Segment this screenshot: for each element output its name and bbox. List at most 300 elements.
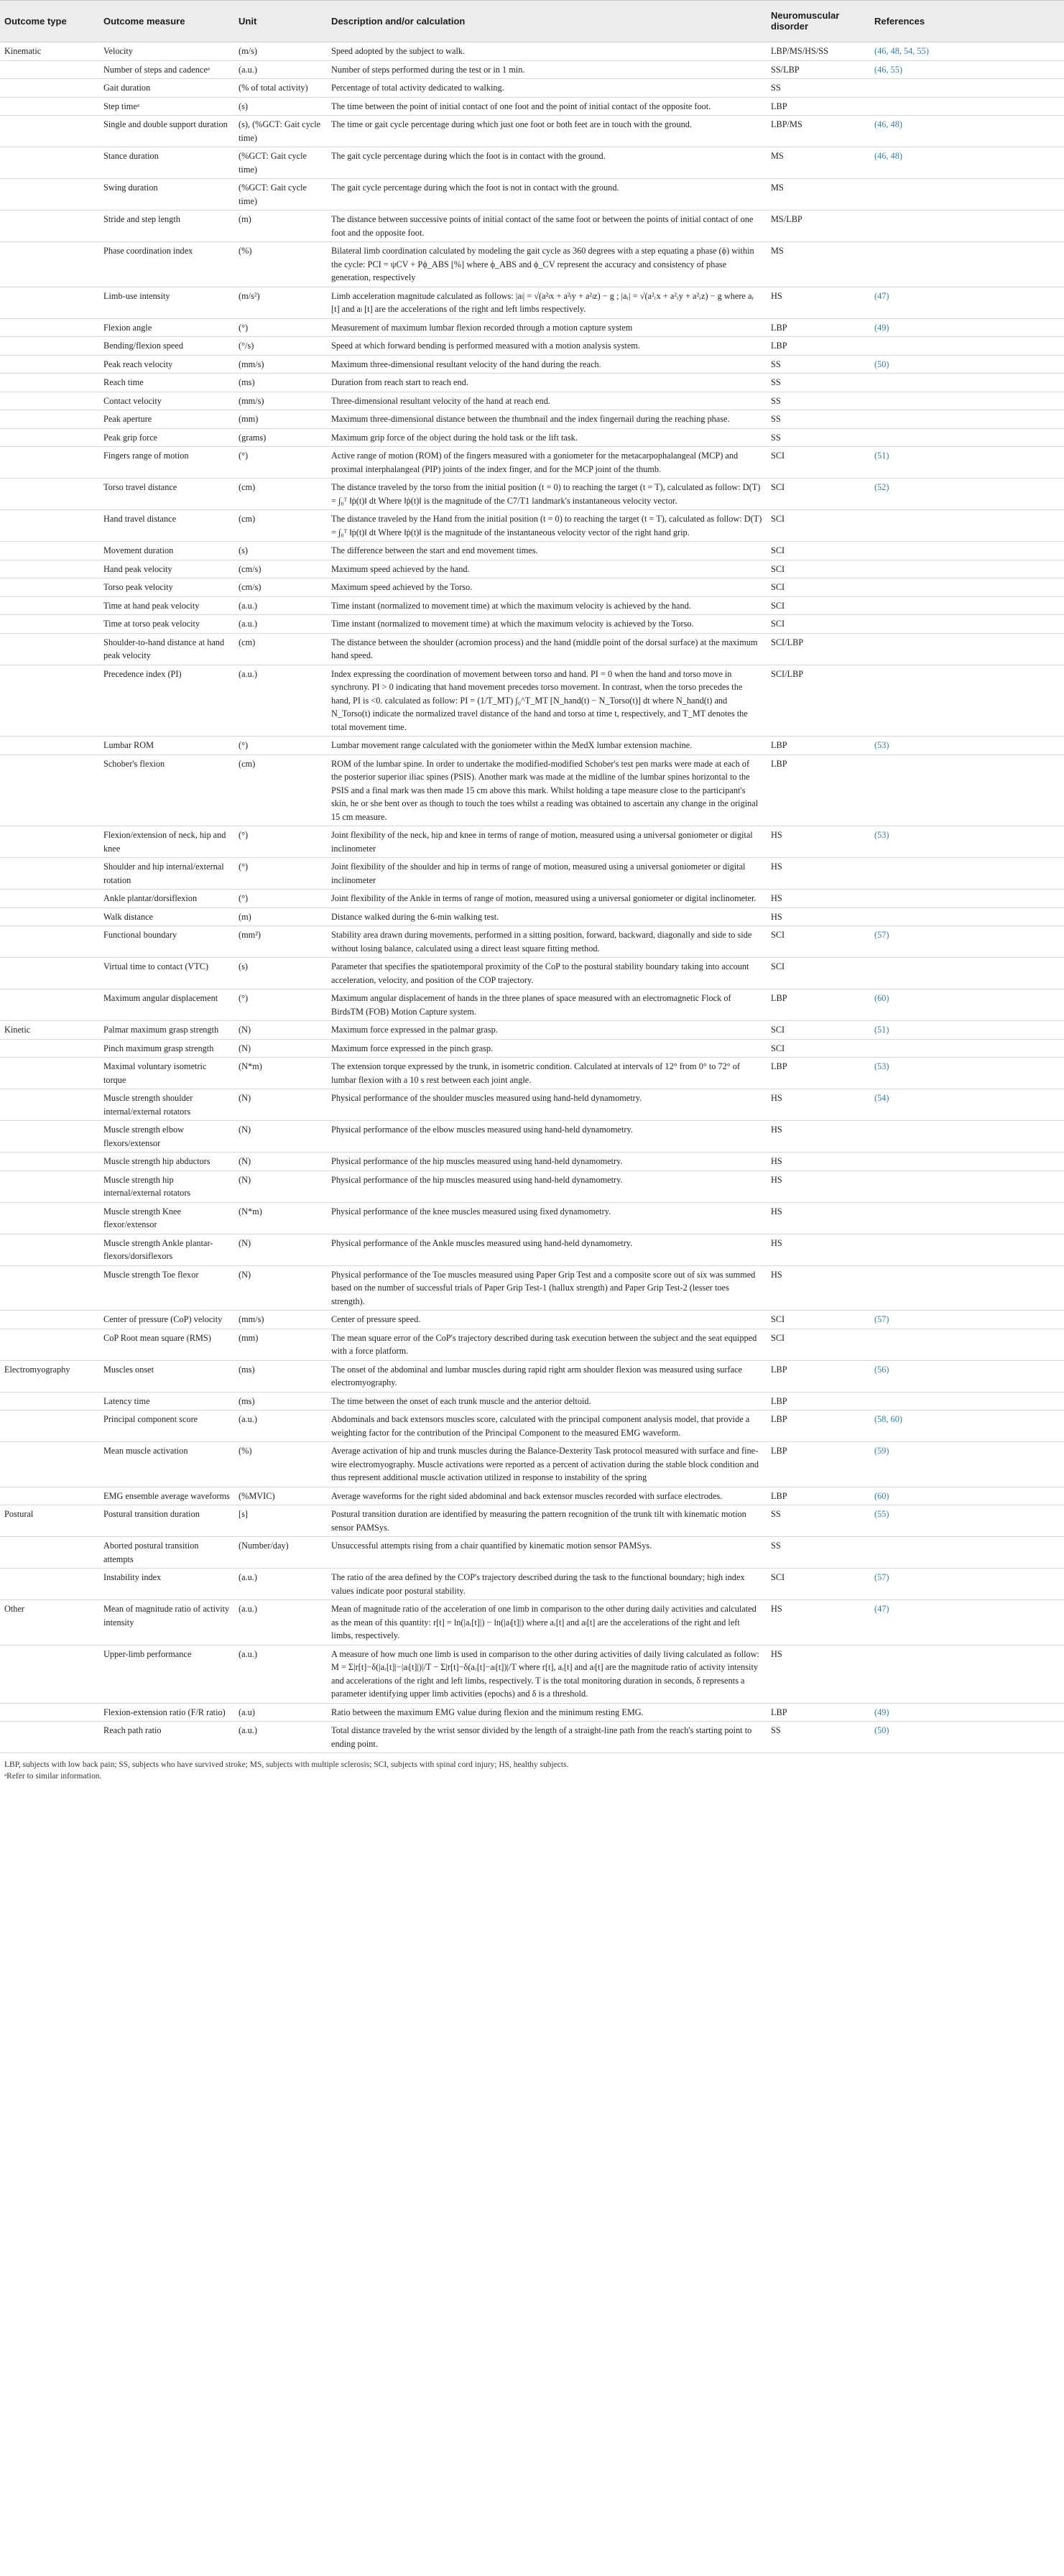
outcome-type-cell <box>0 560 99 578</box>
outcome-type-cell <box>0 615 99 634</box>
disorder-cell: SCI <box>767 1039 870 1058</box>
unit-cell: (%) <box>234 242 327 287</box>
references-cell[interactable]: (53) <box>870 1058 1064 1089</box>
disorder-cell: SCI <box>767 560 870 578</box>
disorder-cell: HS <box>767 1265 870 1311</box>
unit-cell: (a.u.) <box>234 615 327 634</box>
description-cell: Maximum speed achieved by the Torso. <box>327 578 767 597</box>
table-header-row <box>0 1 1064 42</box>
references-cell <box>870 1039 1064 1058</box>
disorder-cell: HS <box>767 858 870 890</box>
unit-cell: (cm/s) <box>234 578 327 597</box>
outcome-measure-cell: Hand peak velocity <box>99 560 234 578</box>
description-cell: Postural transition duration are identified by measuring the pattern recognition of the trunk tilt with kinematic motion sensor PAMSys. <box>327 1505 767 1537</box>
table-row <box>0 355 1064 374</box>
outcome-measure-cell: Muscle strength hip internal/external rotators <box>99 1171 234 1202</box>
outcome-type-cell <box>0 1171 99 1202</box>
description-cell: Maximum three-dimensional resultant velocity of the hand during the reach. <box>327 355 767 374</box>
unit-cell: (ms) <box>234 1392 327 1411</box>
outcome-measure-cell: CoP Root mean square (RMS) <box>99 1329 234 1360</box>
table-row <box>0 428 1064 447</box>
description-cell: Limb acceleration magnitude calculated as follows: |aₗ| = √(a²ₗx + a²ₗy + a²ₗz) − g ; |aᵣ| = √(a²ᵣx + a²ᵣy + a²ᵣz) − g where aᵣ [t] and aₗ [t] are the accelerations of the right and left limbs respectively. <box>327 287 767 318</box>
outcome-measure-cell: Latency time <box>99 1392 234 1411</box>
outcome-measure-cell: Muscles onset <box>99 1360 234 1392</box>
disorder-cell: LBP <box>767 1487 870 1505</box>
outcome-measure-cell: Maximum angular displacement <box>99 989 234 1021</box>
description-cell: Maximum grip force of the object during the hold task or the lift task. <box>327 428 767 447</box>
description-cell: The gait cycle percentage during which the foot is not in contact with the ground. <box>327 179 767 211</box>
references-cell <box>870 337 1064 356</box>
references-cell[interactable]: (60) <box>870 1487 1064 1505</box>
table-row <box>0 737 1064 755</box>
table-body <box>0 42 1064 1753</box>
unit-cell: (N*m) <box>234 1058 327 1089</box>
references-cell[interactable]: (52) <box>870 479 1064 510</box>
table-row <box>0 1121 1064 1153</box>
outcome-type-cell <box>0 908 99 926</box>
outcome-type-cell <box>0 1569 99 1600</box>
disorder-cell: SCI <box>767 1329 870 1360</box>
outcome-measure-cell: Swing duration <box>99 179 234 211</box>
table-row <box>0 926 1064 958</box>
disorder-cell: SS <box>767 355 870 374</box>
unit-cell: (a.u.) <box>234 60 327 79</box>
table-row <box>0 42 1064 61</box>
unit-cell: (mm/s) <box>234 392 327 410</box>
description-cell: Time instant (normalized to movement time) at which the maximum velocity is achieved by the hand. <box>327 596 767 615</box>
unit-cell: (a.u.) <box>234 1722 327 1753</box>
references-cell <box>870 1537 1064 1569</box>
unit-cell: (a.u.) <box>234 1569 327 1600</box>
table-row <box>0 596 1064 615</box>
table-row <box>0 1569 1064 1600</box>
outcome-measure-cell: Center of pressure (CoP) velocity <box>99 1311 234 1329</box>
references-cell <box>870 1392 1064 1411</box>
description-cell: Mean of magnitude ratio of the acceleration of one limb in comparison to the other during daily activities and calculated as the mean of this quantity: r[t] = ln(|aᵣ[t]|) − ln(|aₗ[t]|) where aᵣ[t] and aₗ[t] are the accelerations of the right and left limbs, respectively. <box>327 1600 767 1645</box>
description-cell: Center of pressure speed. <box>327 1311 767 1329</box>
description-cell: Physical performance of the hip muscles measured using hand-held dynamometry. <box>327 1171 767 1202</box>
disorder-cell: MS <box>767 179 870 211</box>
references-cell[interactable]: (47) <box>870 1600 1064 1645</box>
outcome-type-cell <box>0 447 99 479</box>
references-cell <box>870 410 1064 429</box>
outcome-measure-cell: Mean of magnitude ratio of activity intensity <box>99 1600 234 1645</box>
unit-cell: (mm/s) <box>234 1311 327 1329</box>
references-cell[interactable]: (53) <box>870 737 1064 755</box>
disorder-cell: SS <box>767 1537 870 1569</box>
outcome-type-cell <box>0 355 99 374</box>
description-cell: Percentage of total activity dedicated to walking. <box>327 79 767 98</box>
table-row <box>0 578 1064 597</box>
outcome-type-cell <box>0 633 99 665</box>
unit-cell: (m) <box>234 211 327 242</box>
table-row <box>0 79 1064 98</box>
outcome-type-cell <box>0 147 99 179</box>
table-row <box>0 1171 1064 1202</box>
description-cell: The time between the onset of each trunk muscle and the anterior deltoid. <box>327 1392 767 1411</box>
disorder-cell: HS <box>767 826 870 858</box>
table-row <box>0 1153 1064 1171</box>
table-row <box>0 1265 1064 1311</box>
outcome-measure-cell: Palmar maximum grasp strength <box>99 1021 234 1040</box>
outcome-type-cell <box>0 926 99 958</box>
unit-cell: (s) <box>234 958 327 989</box>
disorder-cell: SCI/LBP <box>767 665 870 737</box>
references-cell <box>870 510 1064 542</box>
outcome-type-cell <box>0 578 99 597</box>
disorder-cell: SCI <box>767 447 870 479</box>
table-row <box>0 510 1064 542</box>
outcome-type-cell <box>0 1039 99 1058</box>
unit-cell: (grams) <box>234 428 327 447</box>
unit-cell: (°) <box>234 318 327 337</box>
header-description: Description and/or calculation <box>327 1 767 42</box>
outcome-type-cell <box>0 1265 99 1311</box>
references-cell <box>870 560 1064 578</box>
references-cell[interactable]: (51) <box>870 1021 1064 1040</box>
unit-cell: (cm) <box>234 479 327 510</box>
table-row <box>0 211 1064 242</box>
unit-cell: (a.u.) <box>234 1411 327 1442</box>
references-cell <box>870 754 1064 826</box>
outcome-type-cell <box>0 1121 99 1153</box>
table-row <box>0 116 1064 147</box>
disorder-cell: LBP <box>767 337 870 356</box>
outcome-type-cell <box>0 1703 99 1722</box>
description-cell: Measurement of maximum lumbar flexion recorded through a motion capture system <box>327 318 767 337</box>
outcome-measure-cell: Ankle plantar/dorsiflexion <box>99 890 234 908</box>
table-row <box>0 560 1064 578</box>
references-cell <box>870 596 1064 615</box>
outcome-measure-cell: Torso travel distance <box>99 479 234 510</box>
disorder-cell: HS <box>767 1234 870 1265</box>
outcome-type-cell <box>0 1442 99 1487</box>
outcome-measure-cell: Stride and step length <box>99 211 234 242</box>
table-row <box>0 1600 1064 1645</box>
description-cell: Lumbar movement range calculated with the goniometer within the MedX lumbar extension machine. <box>327 737 767 755</box>
references-cell[interactable]: (46, 48) <box>870 116 1064 147</box>
outcome-type-cell <box>0 242 99 287</box>
references-cell <box>870 1153 1064 1171</box>
disorder-cell: LBP <box>767 1442 870 1487</box>
outcome-type-cell <box>0 392 99 410</box>
outcome-type-cell <box>0 989 99 1021</box>
table-row <box>0 1537 1064 1569</box>
unit-cell: (a.u.) <box>234 1600 327 1645</box>
description-cell: Index expressing the coordination of movement between torso and hand. PI = 0 when the hand and torso move in synchrony. PI > 0 indicating that hand movement precedes torso movement. In contrast, when the torso precedes the hand, PI is <0. calculated as follow: PI = (1/T_MT) ∫₀^T_MT [N_hand(t) − N_Torso(t)] dt where N_hand(t) and N_Torso(t) indicate the normalized travel distance of the hand and torso at time t, respectively, and T_MT denotes the total movement time. <box>327 665 767 737</box>
table-row <box>0 1058 1064 1089</box>
references-cell <box>870 633 1064 665</box>
references-cell[interactable]: (57) <box>870 1311 1064 1329</box>
unit-cell: [s] <box>234 1505 327 1537</box>
outcome-measure-cell: Walk distance <box>99 908 234 926</box>
unit-cell: (a.u.) <box>234 596 327 615</box>
unit-cell: (s) <box>234 542 327 560</box>
table-row <box>0 337 1064 356</box>
outcome-measure-cell: Upper-limb performance <box>99 1645 234 1703</box>
table-row <box>0 542 1064 560</box>
references-cell <box>870 1202 1064 1234</box>
references-cell[interactable]: (58, 60) <box>870 1411 1064 1442</box>
outcome-measure-cell: Step timeᵃ <box>99 97 234 116</box>
table-row <box>0 989 1064 1021</box>
description-cell: The time between the point of initial contact of one foot and the point of initial contact of the opposite foot. <box>327 97 767 116</box>
outcome-type-cell <box>0 1392 99 1411</box>
table-row <box>0 1021 1064 1040</box>
unit-cell: (N) <box>234 1265 327 1311</box>
disorder-cell: SS <box>767 79 870 98</box>
outcome-type-cell <box>0 826 99 858</box>
table-row <box>0 754 1064 826</box>
outcome-measure-cell: Maximal voluntary isometric torque <box>99 1058 234 1089</box>
table-row <box>0 97 1064 116</box>
description-cell: Physical performance of the Ankle muscles measured using hand-held dynamometry. <box>327 1234 767 1265</box>
unit-cell: (°) <box>234 447 327 479</box>
disorder-cell: SCI <box>767 542 870 560</box>
outcome-type-cell <box>0 1537 99 1569</box>
table-row <box>0 1089 1064 1121</box>
description-cell: Maximum force expressed in the palmar grasp. <box>327 1021 767 1040</box>
references-cell <box>870 211 1064 242</box>
unit-cell: (°) <box>234 858 327 890</box>
outcome-type-cell <box>0 596 99 615</box>
references-cell[interactable]: (57) <box>870 1569 1064 1600</box>
table-row <box>0 908 1064 926</box>
table-row <box>0 665 1064 737</box>
description-cell: Joint flexibility of the neck, hip and knee in terms of range of motion, measured using a universal goniometer or digital inclinometer <box>327 826 767 858</box>
outcome-type-cell: Kinetic <box>0 1021 99 1040</box>
references-cell <box>870 1121 1064 1153</box>
disorder-cell: LBP/MS/HS/SS <box>767 42 870 61</box>
outcome-measure-cell: Pinch maximum grasp strength <box>99 1039 234 1058</box>
references-cell[interactable]: (57) <box>870 926 1064 958</box>
description-cell: Average activation of hip and trunk muscles during the Balance-Dexterity Task protocol measured with surface and fine-wire electromyography. Muscle activations were reported as a percent of activation during the stable block condition and thus represent additional muscle activation utilized in response to instability of the spring <box>327 1442 767 1487</box>
description-cell: Stability area drawn during movements, performed in a sitting position, forward, backward, diagonally and side to side without losing balance, calculated using a direct least square fitting method. <box>327 926 767 958</box>
disorder-cell: MS <box>767 242 870 287</box>
outcome-measure-cell: Muscle strength Ankle plantar-flexors/dorsiflexors <box>99 1234 234 1265</box>
table-row <box>0 1202 1064 1234</box>
unit-cell: (cm) <box>234 633 327 665</box>
references-cell[interactable]: (49) <box>870 318 1064 337</box>
unit-cell: (N*m) <box>234 1202 327 1234</box>
table-row <box>0 60 1064 79</box>
references-cell[interactable]: (60) <box>870 989 1064 1021</box>
table-row <box>0 826 1064 858</box>
references-cell <box>870 858 1064 890</box>
disorder-cell: SCI <box>767 1569 870 1600</box>
references-cell[interactable]: (55) <box>870 1505 1064 1537</box>
footnote-abbreviations: LBP, subjects with low back pain; SS, subjects who have survived stroke; MS, subjects with multiple sclerosis; SCI, subjects with spinal cord injury; HS, healthy subjects. <box>4 1760 569 1769</box>
outcome-measure-cell: Single and double support duration <box>99 116 234 147</box>
references-cell <box>870 428 1064 447</box>
unit-cell: (N) <box>234 1089 327 1121</box>
description-cell: The difference between the start and end movement times. <box>327 542 767 560</box>
unit-cell: (N) <box>234 1153 327 1171</box>
unit-cell: (s) <box>234 97 327 116</box>
references-cell <box>870 890 1064 908</box>
unit-cell: (cm) <box>234 754 327 826</box>
references-cell <box>870 79 1064 98</box>
disorder-cell: SS <box>767 1505 870 1537</box>
outcome-type-cell <box>0 1645 99 1703</box>
description-cell: Physical performance of the hip muscles measured using hand-held dynamometry. <box>327 1153 767 1171</box>
outcome-measure-cell: Fingers range of motion <box>99 447 234 479</box>
header-outcome-measure: Outcome measure <box>99 1 234 42</box>
description-cell: The distance between the shoulder (acromion process) and the hand (middle point of the dorsal surface) at the maximum hand speed. <box>327 633 767 665</box>
disorder-cell: SCI <box>767 510 870 542</box>
unit-cell: (s), (%GCT: Gait cycle time) <box>234 116 327 147</box>
disorder-cell: LBP/MS <box>767 116 870 147</box>
unit-cell: (°) <box>234 989 327 1021</box>
description-cell: Ratio between the maximum EMG value during flexion and the minimum resting EMG. <box>327 1703 767 1722</box>
outcome-measure-cell: Peak grip force <box>99 428 234 447</box>
outcome-measure-cell: Contact velocity <box>99 392 234 410</box>
unit-cell: (m/s) <box>234 42 327 61</box>
description-cell: The distance traveled by the torso from the initial position (t = 0) to reaching the target (t = T), calculated as follow: D(T) = ∫₀ᵀ ‖ṗ(t)‖ dt Where ‖ṗ(t)‖ is the magnitude of the C7/T1 landmark's instantaneous velocity vector. <box>327 479 767 510</box>
disorder-cell: SS <box>767 392 870 410</box>
outcome-measure-cell: Torso peak velocity <box>99 578 234 597</box>
disorder-cell: LBP <box>767 737 870 755</box>
table-row <box>0 1722 1064 1753</box>
table-row <box>0 242 1064 287</box>
references-cell[interactable]: (51) <box>870 447 1064 479</box>
table-row <box>0 479 1064 510</box>
outcome-type-cell <box>0 958 99 989</box>
table-row <box>0 374 1064 392</box>
disorder-cell: SCI/LBP <box>767 633 870 665</box>
disorder-cell: LBP <box>767 1392 870 1411</box>
references-cell[interactable]: (46, 48) <box>870 147 1064 179</box>
table-footnotes <box>4 1759 1053 1782</box>
outcome-measure-cell: Flexion/extension of neck, hip and knee <box>99 826 234 858</box>
outcome-type-cell <box>0 665 99 737</box>
description-cell: Speed at which forward bending is performed measured with a motion analysis system. <box>327 337 767 356</box>
unit-cell: (a.u.) <box>234 665 327 737</box>
references-cell[interactable]: (46, 55) <box>870 60 1064 79</box>
references-cell[interactable]: (46, 48, 54, 55) <box>870 42 1064 61</box>
unit-cell: (N) <box>234 1121 327 1153</box>
unit-cell: (N) <box>234 1171 327 1202</box>
references-cell[interactable]: (47) <box>870 287 1064 318</box>
disorder-cell: HS <box>767 1202 870 1234</box>
unit-cell: (Number/day) <box>234 1537 327 1569</box>
unit-cell: (N) <box>234 1039 327 1058</box>
disorder-cell: SS/LBP <box>767 60 870 79</box>
footnote-a: ᵃRefer to similar information. <box>4 1772 102 1781</box>
references-cell[interactable]: (53) <box>870 826 1064 858</box>
references-cell[interactable]: (54) <box>870 1089 1064 1121</box>
references-cell <box>870 665 1064 737</box>
outcome-measure-cell: Phase coordination index <box>99 242 234 287</box>
disorder-cell: SCI <box>767 596 870 615</box>
references-cell <box>870 1265 1064 1311</box>
outcome-type-cell <box>0 79 99 98</box>
outcome-type-cell: Kinematic <box>0 42 99 61</box>
outcome-type-cell <box>0 737 99 755</box>
references-cell <box>870 1171 1064 1202</box>
outcome-type-cell <box>0 1058 99 1089</box>
outcome-type-cell <box>0 1329 99 1360</box>
outcome-measure-cell: Time at hand peak velocity <box>99 596 234 615</box>
table-row <box>0 1645 1064 1703</box>
outcome-type-cell <box>0 287 99 318</box>
outcome-measure-cell: EMG ensemble average waveforms <box>99 1487 234 1505</box>
outcome-type-cell <box>0 858 99 890</box>
outcome-measure-cell: Postural transition duration <box>99 1505 234 1537</box>
disorder-cell: HS <box>767 908 870 926</box>
disorder-cell: LBP <box>767 989 870 1021</box>
outcome-type-cell <box>0 1311 99 1329</box>
outcome-type-cell <box>0 1089 99 1121</box>
table-row <box>0 1487 1064 1505</box>
description-cell: Duration from reach start to reach end. <box>327 374 767 392</box>
description-cell: Maximum speed achieved by the hand. <box>327 560 767 578</box>
table-row <box>0 858 1064 890</box>
disorder-cell: HS <box>767 1171 870 1202</box>
outcome-type-cell <box>0 479 99 510</box>
table-row <box>0 1360 1064 1392</box>
disorder-cell: HS <box>767 287 870 318</box>
references-cell <box>870 542 1064 560</box>
table-row <box>0 287 1064 318</box>
outcome-measure-cell: Schober's flexion <box>99 754 234 826</box>
references-cell[interactable]: (50) <box>870 1722 1064 1753</box>
disorder-cell: HS <box>767 1121 870 1153</box>
outcome-measure-cell: Time at torso peak velocity <box>99 615 234 634</box>
unit-cell: (°) <box>234 890 327 908</box>
description-cell: The distance between successive points of initial contact of the same foot or between the points of initial contact of one foot and the opposite foot. <box>327 211 767 242</box>
outcome-measure-cell: Muscle strength Toe flexor <box>99 1265 234 1311</box>
description-cell: Total distance traveled by the wrist sensor divided by the length of a straight-line path from the reach's starting point to ending point. <box>327 1722 767 1753</box>
description-cell: Bilateral limb coordination calculated by modeling the gait cycle as 360 degrees with a step equating a phase (ϕ) within the cycle: PCI = ψCV + Pϕ_ABS [%] where ϕ_ABS and ϕ_CV represent the accuracy and consistency of phase generation, respectively <box>327 242 767 287</box>
outcome-type-cell: Postural <box>0 1505 99 1537</box>
outcome-measure-cell: Limb-use intensity <box>99 287 234 318</box>
description-cell: Maximum angular displacement of hands in the three planes of space measured with an electromagnetic Flock of BirdsTM (FOB) Motion Capture system. <box>327 989 767 1021</box>
references-cell <box>870 578 1064 597</box>
description-cell: A measure of how much one limb is used in comparison to the other during activities of daily living calculated as follow: M = Σ|r[t]−δ(|aᵣ[t]|−|aₗ[t]|)|/T − Σ|r[t]−δ(aᵣ[t]−aₗ[t])|/T where r[t], aᵣ[t] and aₗ[t] are the magnitude ratio of activity intensity and accelerations of the right and left limbs, respectively. T is the total monitoring duration in seconds, δ represents a parameter identifying upper limb activities (epochs) and δ is a threshold. <box>327 1645 767 1703</box>
references-cell[interactable]: (56) <box>870 1360 1064 1392</box>
unit-cell: (%) <box>234 1442 327 1487</box>
references-cell[interactable]: (59) <box>870 1442 1064 1487</box>
disorder-cell: SCI <box>767 958 870 989</box>
outcome-type-cell <box>0 97 99 116</box>
unit-cell: (N) <box>234 1234 327 1265</box>
table-row <box>0 179 1064 211</box>
outcome-type-cell <box>0 1487 99 1505</box>
description-cell: The mean square error of the CoP's trajectory described during task execution between the subject and the seat equipped with a force platform. <box>327 1329 767 1360</box>
outcome-type-cell <box>0 374 99 392</box>
description-cell: Physical performance of the shoulder muscles measured using hand-held dynamometry. <box>327 1089 767 1121</box>
disorder-cell: SCI <box>767 578 870 597</box>
references-cell[interactable]: (49) <box>870 1703 1064 1722</box>
description-cell: Distance walked during the 6-min walking test. <box>327 908 767 926</box>
description-cell: Number of steps performed during the test or in 1 min. <box>327 60 767 79</box>
disorder-cell: HS <box>767 1153 870 1171</box>
description-cell: The distance traveled by the Hand from the initial position (t = 0) to reaching the target (t = T), calculated as follow: D(T) = ∫₀ᵀ ‖ṗ(t)‖ dt Where ‖ṗ(t)‖ is the magnitude of the instantaneous velocity vector of the right hand grip. <box>327 510 767 542</box>
references-cell <box>870 908 1064 926</box>
description-cell: The ratio of the area defined by the COP's trajectory described during the task to the functional boundary; high index values indicate poor postural stability. <box>327 1569 767 1600</box>
references-cell[interactable]: (50) <box>870 355 1064 374</box>
table-row <box>0 318 1064 337</box>
outcome-measure-cell: Lumbar ROM <box>99 737 234 755</box>
disorder-cell: LBP <box>767 318 870 337</box>
outcome-measure-cell: Flexion angle <box>99 318 234 337</box>
description-cell: Unsuccessful attempts rising from a chair quantified by kinematic motion sensor PAMSys. <box>327 1537 767 1569</box>
outcome-measure-cell: Velocity <box>99 42 234 61</box>
unit-cell: (mm/s) <box>234 355 327 374</box>
references-cell <box>870 615 1064 634</box>
description-cell: Three-dimensional resultant velocity of the hand at reach end. <box>327 392 767 410</box>
